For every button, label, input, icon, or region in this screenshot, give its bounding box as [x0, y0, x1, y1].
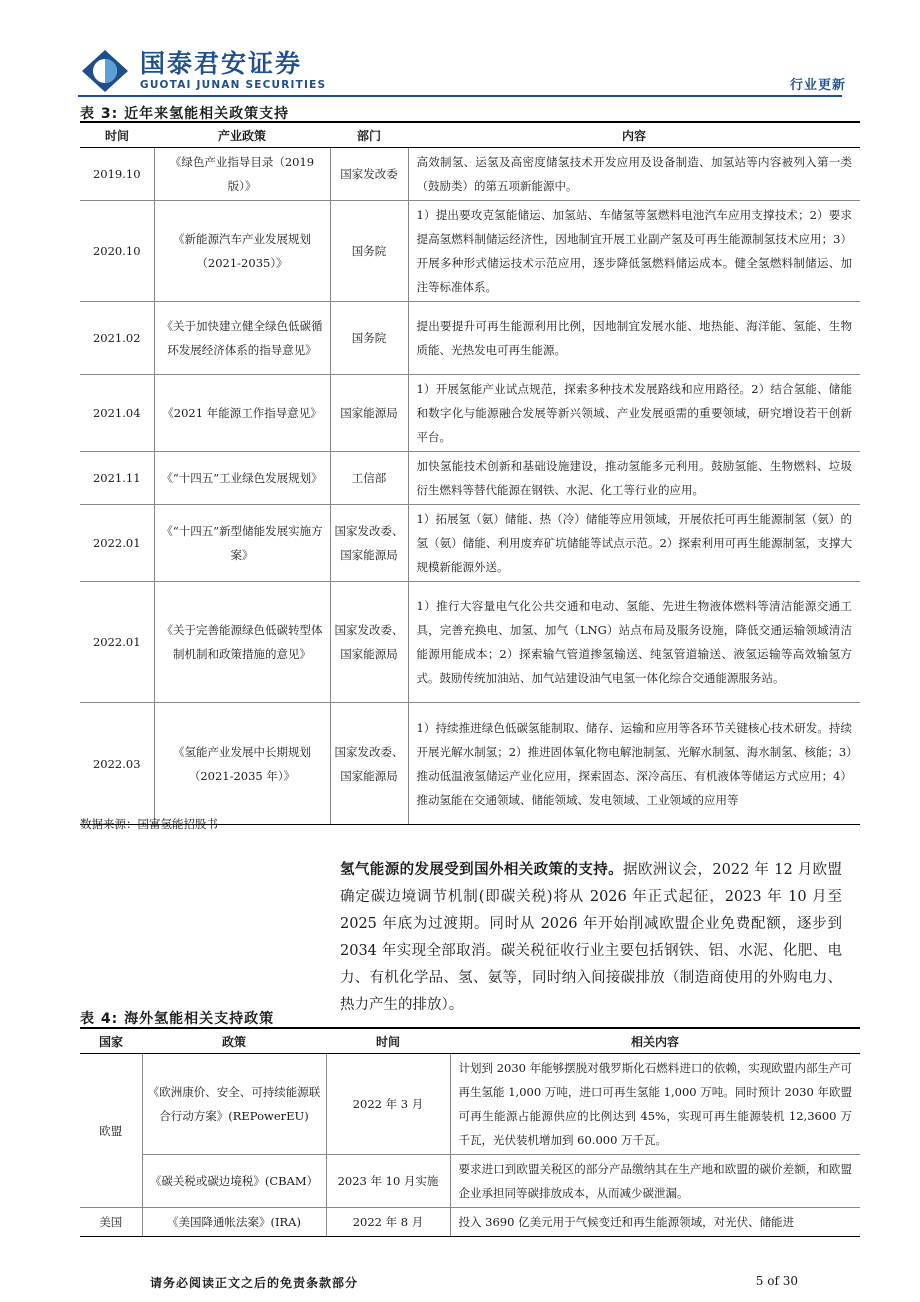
row-content: 1）拓展氢（氨）储能、热（冷）储能等应用领域，开展依托可再生能源制氢（氨）的氢（氨）储能、利用废弃矿坑储能等试点示范。2）探索利用可再生能源制氢，支撑大规模新能源外送。: [408, 505, 860, 582]
row-time: 2021.04: [80, 375, 154, 452]
row-content: 1）推行大容量电气化公共交通和电动、氢能、先进生物液体燃料等清洁能源交通工具，完善充换电、加氢、加气（LNG）站点布局及服务设施，降低交通运输领域清洁能源用能成本；2）探索输气管道掺氢输送、纯氢管道输送、液氢运输等高效输氢方式。鼓励传统加油站、加气站建设油气电氢一体化综合交通能源服务站。: [408, 582, 860, 703]
row-dept: 工信部: [330, 452, 408, 505]
table-row: [80, 582, 860, 703]
row-dept: 国务院: [330, 201, 408, 302]
body-paragraph: [340, 857, 842, 1019]
row-time: 2021.02: [80, 302, 154, 375]
table3-source: 数据来源：国富氢能招股书: [80, 817, 218, 831]
page-number: 5 of 30: [755, 1274, 798, 1288]
table-row: [80, 302, 860, 375]
table-row: [80, 148, 860, 201]
row-dept: 国家发改委、国家能源局: [330, 582, 408, 703]
row-time: 2019.10: [80, 148, 154, 201]
paragraph-lead: 氢气能源的发展受到国外相关政策的支持。: [340, 862, 624, 878]
col-header-time: 时间: [80, 122, 154, 148]
report-type: 行业更新: [789, 78, 846, 93]
row-country: 美国: [80, 1208, 142, 1237]
table3-title: 表 3: 近年来氢能相关政策支持: [80, 106, 290, 122]
row-content: 1）开展氢能产业试点规范，探索多种技术发展路线和应用路径。2）结合氢能、储能和数字化与能源融合发展等新兴领域、产业发展亟需的重要领域，研究增设若干创新平台。: [408, 375, 860, 452]
row-policy: 《新能源汽车产业发展规划（2021-2035）》: [154, 201, 330, 302]
row-content: 要求进口到欧盟关税区的部分产品缴纳其在生产地和欧盟的碳价差额，和欧盟企业承担同等碳排放成本，从而减少碳泄漏。: [450, 1155, 860, 1208]
row-content: 高效制氢、运氢及高密度储氢技术开发应用及设备制造、加氢站等内容被列入第一类（鼓励类）的第五项新能源中。: [408, 148, 860, 201]
col-header-policy: 产业政策: [154, 122, 330, 148]
row-policy: 《关于加快建立健全绿色低碳循环发展经济体系的指导意见》: [154, 302, 330, 375]
table4-title: 表 4: 海外氢能相关支持政策: [80, 1011, 275, 1027]
table-row: [80, 505, 860, 582]
row-policy: 《2021 年能源工作指导意见》: [154, 375, 330, 452]
col-header-content: 内容: [408, 122, 860, 148]
table-row: [80, 375, 860, 452]
row-content: 1）提出要攻克氢能储运、加氢站、车储氢等氢燃料电池汽车应用支撑技术；2）要求提高氢燃料制储运经济性，因地制宜开展工业副产氢及可再生能源制氢技术应用；3）开展多种形式储运技术示范应用，逐步降低氢燃料储运成本。健全氢燃料制储运、加注等标准体系。: [408, 201, 860, 302]
col-header-time: 时间: [326, 1028, 450, 1054]
row-policy: 《欧洲康价、安全、可持续能源联合行动方案》(REPowerEU): [142, 1054, 326, 1155]
table-header-row: [80, 1028, 860, 1054]
row-dept: 国家发改委、国家能源局: [330, 703, 408, 825]
table-row: [80, 201, 860, 302]
table-row: [80, 1155, 860, 1208]
row-content: 加快氢能技术创新和基础设施建设，推动氢能多元利用。鼓励氢能、生物燃料、垃圾衍生燃料等替代能源在钢铁、水泥、化工等行业的应用。: [408, 452, 860, 505]
row-time: 2022 年 8 月: [326, 1208, 450, 1237]
domestic-policy-table: [80, 121, 860, 825]
row-dept: 国务院: [330, 302, 408, 375]
row-content: 计划到 2030 年能够摆脱对俄罗斯化石燃料进口的依赖，实现欧盟内部生产可再生氢能 1,000 万吨，进口可再生氢能 1,000 万吨。同时预计 2030 年欧盟可再生能源占能源供应的比例达到 45%，实现可再生能源装机 12,3600 万千瓦，光伏装机增加到 60.000 万千瓦。: [450, 1054, 860, 1155]
row-time: 2022.01: [80, 505, 154, 582]
row-policy: 《关于完善能源绿色低碳转型体制机制和政策措施的意见》: [154, 582, 330, 703]
row-dept: 国家发改委: [330, 148, 408, 201]
row-policy: 《“十四五”工业绿色发展规划》: [154, 452, 330, 505]
row-time: 2020.10: [80, 201, 154, 302]
row-policy: 《氢能产业发展中长期规划（2021-2035 年）》: [154, 703, 330, 825]
row-time: 2023 年 10 月实施: [326, 1155, 450, 1208]
row-time: 2022.03: [80, 703, 154, 825]
col-header-policy: 政策: [142, 1028, 326, 1054]
row-content: 提出要提升可再生能源利用比例，因地制宜发展水能、地热能、海洋能、氢能、生物质能、光热发电可再生能源。: [408, 302, 860, 375]
row-policy: 《美国降通帐法案》(IRA): [142, 1208, 326, 1237]
row-time: 2022 年 3 月: [326, 1054, 450, 1155]
row-policy: 《绿色产业指导目录（2019 版）》: [154, 148, 330, 201]
brand-emblem-icon: [78, 48, 132, 94]
col-header-country: 国家: [80, 1028, 142, 1054]
row-content: 投入 3690 亿美元用于气候变迁和再生能源领域，对光伏、储能进: [450, 1208, 860, 1237]
row-dept: 国家发改委、国家能源局: [330, 505, 408, 582]
table-header-row: [80, 122, 860, 148]
footer-disclaimer: 请务必阅读正文之后的免责条款部分: [150, 1276, 359, 1290]
row-policy: 《“十四五”新型储能发展实施方案》: [154, 505, 330, 582]
overseas-policy-table: [80, 1027, 860, 1237]
row-time: 2022.01: [80, 582, 154, 703]
table-row: [80, 1054, 860, 1155]
row-content: 1）持续推进绿色低碳氢能制取、储存、运输和应用等各环节关键核心技术研发。持续开展光解水制氢；2）推进固体氧化物电解池制氢、光解水制氢、海水制氢、核能；3）推动低温液氢储运产业化应用，探索固态、深冷高压、有机液体等储运方式应用；4）推动氢能在交通领域、储能领域、发电领域、工业领域的应用等: [408, 703, 860, 825]
row-policy: 《碳关税或碳边境税》(CBAM）: [142, 1155, 326, 1208]
brand-logo: [78, 48, 326, 94]
table-row: [80, 452, 860, 505]
row-dept: 国家能源局: [330, 375, 408, 452]
table-row: [80, 703, 860, 825]
paragraph-body: 据欧洲议会，2022 年 12 月欧盟确定碳边境调节机制(即碳关税)将从 2026 年正式起征，2023 年 10 月至 2025 年底为过渡期。同时从 2026 年开始削减欧盟企业免费配额，逐步到 2034 年实现全部取消。碳关税征收行业主要包括钢铁、铝、水泥、化肥、电力、有机化学品、氢、氨等，同时纳入间接碳排放（制造商使用的外购电力、热力产生的排放）。: [340, 862, 842, 1013]
brand-name-cn: 国泰君安证券: [140, 49, 303, 78]
brand-name-en: GUOTAI JUNAN SECURITIES: [140, 79, 327, 91]
col-header-dept: 部门: [330, 122, 408, 148]
col-header-content: 相关内容: [450, 1028, 860, 1054]
table-row: [80, 1208, 860, 1237]
page-header: [0, 0, 920, 100]
row-time: 2021.11: [80, 452, 154, 505]
header-divider: [78, 95, 842, 97]
row-country: 欧盟: [80, 1054, 142, 1208]
